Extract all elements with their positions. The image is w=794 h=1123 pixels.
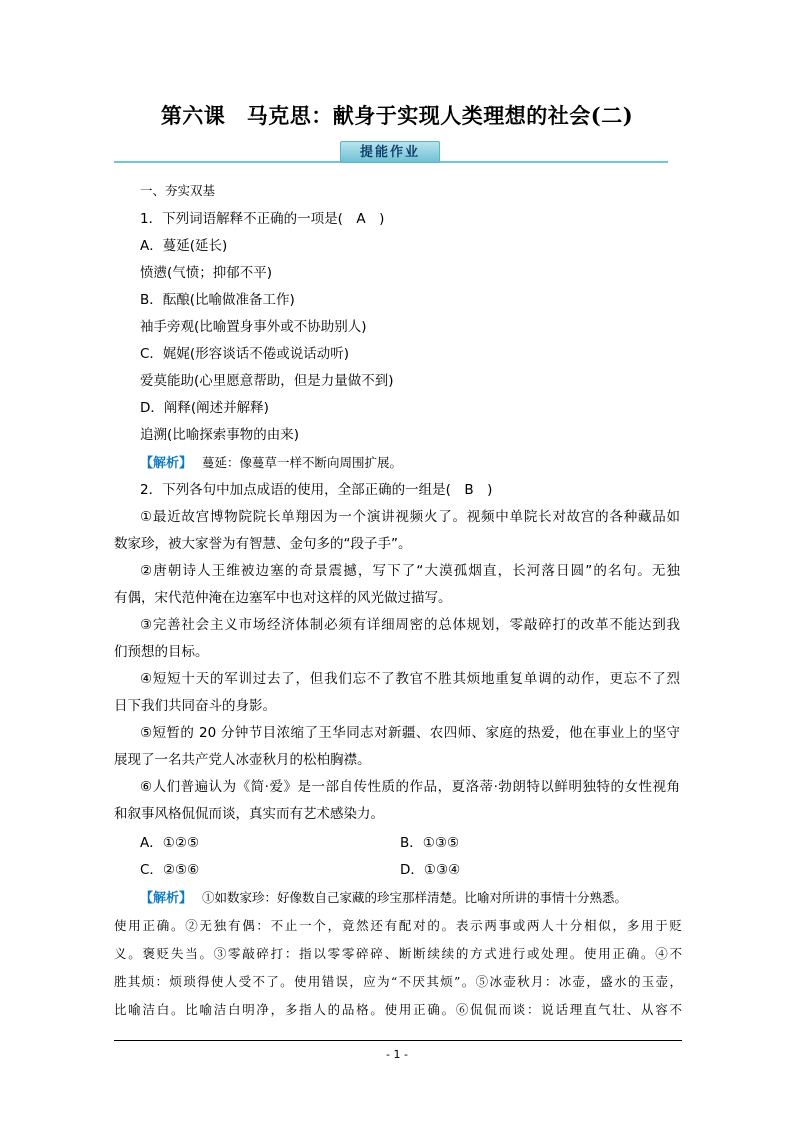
q1-option-d-2: 追溯(比喻探索事物的由来) xyxy=(140,427,300,443)
q2-sentence-5-cont: 展现了一名共产党人冰壶秋月的松柏胸襟。 xyxy=(114,752,371,768)
page-number: - 1 - xyxy=(386,1048,408,1061)
q2-analysis-line-3: 义。褒贬失当。③零敲碎打：指以零零碎碎、断断续续的方式进行或处理。使用正确。④不 xyxy=(114,946,682,961)
q2-sentence-4: ④短短十天的军训过去了，但我们忘不了教官不胜其烦地重复单调的动作，更忘不了烈 xyxy=(140,671,680,687)
q2-sentence-5: ⑤短暂的 20 分钟节目浓缩了王华同志对新疆、农四师、家庭的热爱，他在事业上的坚守 xyxy=(140,725,680,741)
q2-option-c: C．②⑤⑥ xyxy=(140,862,200,878)
q1-option-c-2: 爱莫能助(心里愿意帮助，但是力量做不到) xyxy=(140,373,394,389)
q2-analysis-line-1: ①如数家珍：好像数自己家藏的珍宝那样清楚。比喻对所讲的事情十分熟悉。 xyxy=(202,890,628,905)
q2-analysis-line-5: 比喻洁白。比喻洁白明净，多指人的品格。使用正确。⑥侃侃而谈：说话理直气壮、从容不 xyxy=(114,1002,682,1017)
q2-sentence-2-cont: 有偶，宋代范仲淹在边塞军中也对这样的风光做过描写。 xyxy=(114,590,452,606)
q2-analysis-line-2: 使用正确。②无独有偶：不止一个，竟然还有配对的。表示两事或两人十分相似，多用于贬 xyxy=(114,918,682,933)
q1-option-a: A．蔓延(延长) xyxy=(140,238,228,254)
q2-analysis-line-4: 胜其烦：烦琐得使人受不了。使用错误，应为“不厌其烦”。⑤冰壶秋月：冰壶，盛水的玉壶， xyxy=(114,974,682,989)
q1-option-b: B．酝酿(比喻做准备工作) xyxy=(140,292,295,308)
section-heading: 一、夯实双基 xyxy=(140,183,216,198)
q1-analysis xyxy=(140,454,402,473)
q2-sentence-3: ③完善社会主义市场经济体制必须有详细周密的总体规划，零敲碎打的改革不能达到我 xyxy=(140,617,680,633)
analysis-tag: 【 解析 】 xyxy=(140,456,192,471)
q2-option-b: B．①③⑤ xyxy=(400,835,460,851)
q2-sentence-1: ①最近故宫博物院院长单翔因为一个演讲视频火了。视频中单院长对故宫的各种藏品如 xyxy=(140,509,680,525)
q2-sentence-6-cont: 和叙事风格侃侃而谈，真实而有艺术感染力。 xyxy=(114,806,384,822)
q1-option-a-2: 愤懑(气愤；抑郁不平) xyxy=(140,265,273,281)
q2-analysis xyxy=(140,889,627,908)
q2-sentence-2: ②唐朝诗人王维被边塞的奇景震撼，写下了“大漠孤烟直，长河落日圆”的名句。无独 xyxy=(140,563,680,579)
q2-sentence-1-cont: 数家珍，被大家誉为有智慧、金句多的“段子手”。 xyxy=(114,536,412,552)
section-banner: 提能作业 xyxy=(340,141,440,163)
q2-option-d: D．①③④ xyxy=(400,862,461,878)
q1-option-d: D．阐释(阐述并解释) xyxy=(140,400,269,416)
q1-option-c: C．娓娓(形容谈话不倦或说话动听) xyxy=(140,346,349,362)
q2-sentence-3-cont: 们预想的目标。 xyxy=(114,644,209,660)
q2-option-a: A．①②⑤ xyxy=(140,835,200,851)
page-title: 第六课 马克思：献身于实现人类理想的社会(二) xyxy=(160,103,634,128)
question-1-stem: 1．下列词语解释不正确的一项是( A ) xyxy=(140,211,385,227)
q2-sentence-4-cont: 日下我们共同奋斗的身影。 xyxy=(114,698,276,714)
analysis-tag: 【 解析 】 xyxy=(140,891,192,906)
q2-sentence-6: ⑥人们普遍认为《简·爱》是一部自传性质的作品，夏洛蒂·勃朗特以鲜明独特的女性视角 xyxy=(140,779,680,795)
question-2-stem: 2．下列各句中加点成语的使用，全部正确的一组是( B ) xyxy=(140,482,493,498)
q1-option-b-2: 袖手旁观(比喻置身事外或不协助别人) xyxy=(140,319,367,335)
q1-analysis-text: 蔓延：像蔓草一样不断向周围扩展。 xyxy=(202,455,403,470)
footer-divider xyxy=(114,1040,682,1041)
